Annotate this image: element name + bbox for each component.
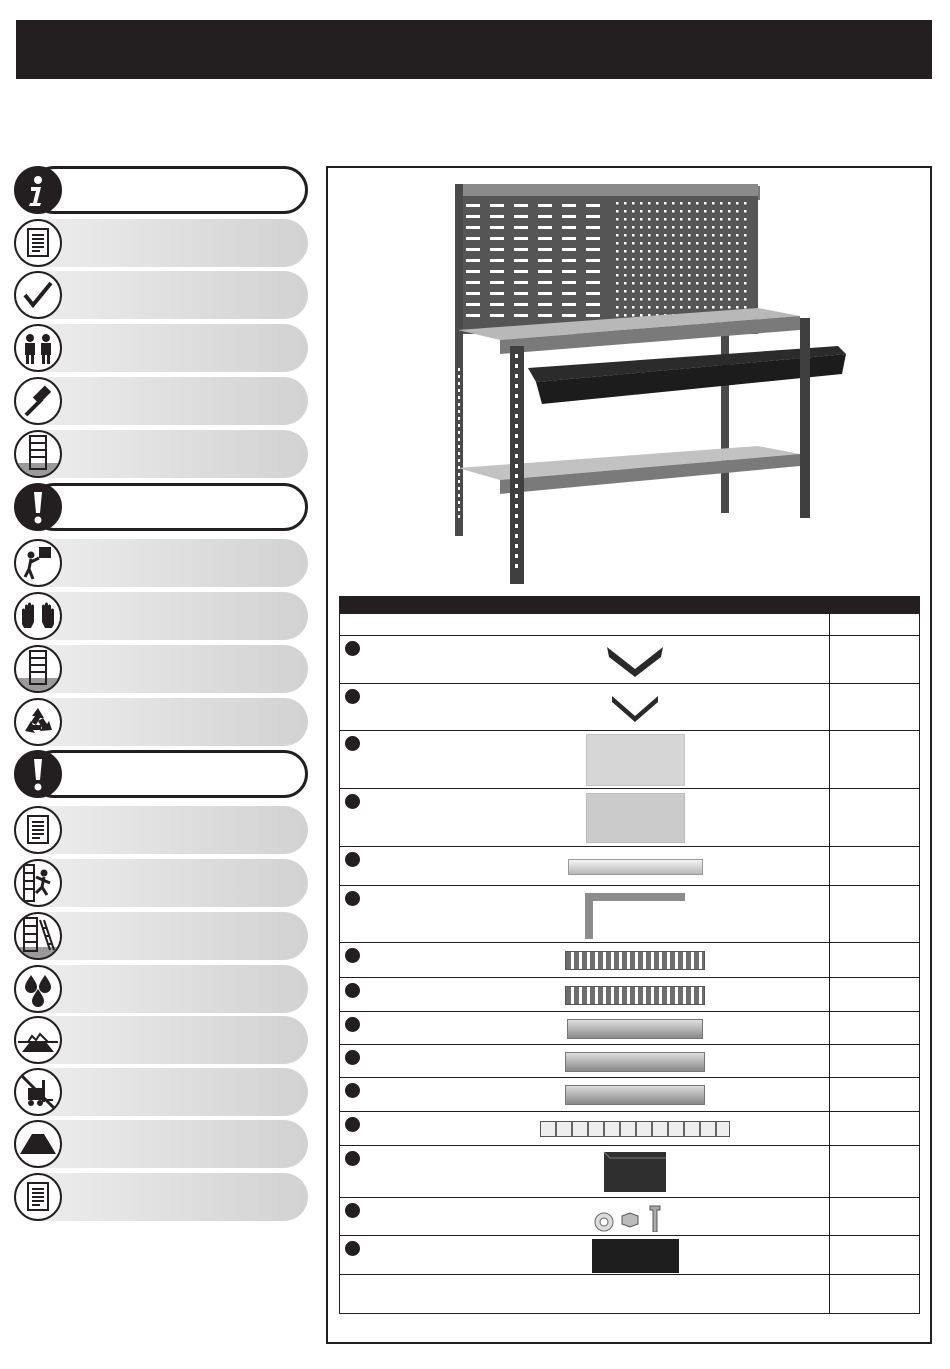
part-image-upright-short [565,951,705,970]
sidebar-item-two-people [14,324,308,372]
part-image-drawer-slide [565,1085,705,1105]
parts-table-row [339,614,920,636]
sidebar-item-document-2 [14,806,308,854]
ladder-shelving-icon [14,912,62,960]
warning-icon [14,483,62,531]
sidebar-item-gloves [14,592,308,640]
shelving-unit-icon [14,645,62,693]
sidebar-item-no-climbing [14,859,308,907]
part-image-chipboard-shelf-small [586,734,685,786]
sidebar-item-water [14,965,308,1013]
parts-table-row [339,978,920,1012]
water-drops-icon [14,965,62,1013]
parts-table-row [339,1045,920,1078]
document-icon [14,219,62,267]
quantity-column-divider [829,614,830,1314]
part-number-bullet [345,641,360,656]
warning-icon [14,750,62,798]
part-image-channel-beam [592,1239,679,1273]
part-number-bullet [345,1241,360,1256]
part-number-bullet [345,1203,360,1218]
sidebar-item-recycle [14,698,308,746]
sidebar-item-no-forklift [14,1068,308,1116]
sidebar-section-warning [14,483,308,531]
lifting-person-icon [14,539,62,587]
parts-table-row [339,1112,920,1146]
sidebar-item-document-3 [14,1173,308,1221]
parts-table-row [339,1078,920,1112]
part-image-shelf-top-beam [586,793,685,843]
part-number-bullet [345,736,360,751]
document-icon [14,806,62,854]
no-forklift-icon [14,1068,62,1116]
gloves-icon [14,592,62,640]
sidebar-item-check [14,271,308,319]
parts-table-row [339,731,920,789]
part-number-bullet [345,689,360,704]
parts-table-header [339,596,920,614]
sidebar-section-info [14,166,308,214]
two-people-icon [14,324,62,372]
part-number-bullet [345,1117,360,1132]
sidebar-item-shelving-2 [14,645,308,693]
part-image-chipboard-shelf-large [610,692,660,729]
uneven-floor-icon [14,1016,62,1064]
parts-table [339,614,920,1314]
workbench-photo [438,178,858,590]
part-number-bullet [345,1151,360,1166]
parts-table-row [339,1236,920,1275]
part-image-beam-short [565,1052,705,1072]
part-image-drawer [540,1121,730,1137]
part-image-beam-medium [567,1019,703,1039]
part-number-bullet [345,1050,360,1065]
part-number-bullet [345,794,360,809]
parts-table-row [339,943,920,978]
sidebar-item-shelving [14,430,308,478]
parts-table-row [339,886,920,943]
parts-table-row [339,684,920,731]
sidebar-item-lifting [14,539,308,587]
header-bar [16,20,932,79]
document-icon [14,1173,62,1221]
part-number-bullet [345,948,360,963]
parts-table-row [339,1198,920,1236]
part-image-foot-bracket [605,643,665,682]
sidebar-item-floor-load [14,1120,308,1168]
parts-table-row [339,847,920,886]
parts-table-row [339,636,920,684]
info-icon [14,166,62,214]
hammer-icon [14,377,62,425]
part-number-bullet [345,891,360,906]
part-number-bullet [345,1017,360,1032]
sidebar-item-uneven-floor [14,1016,308,1064]
sidebar-item-hammer [14,377,308,425]
parts-table-row [339,1146,920,1198]
shelving-unit-icon [14,430,62,478]
parts-table-row [339,1012,920,1045]
no-climbing-icon [14,859,62,907]
parts-table-row [339,789,920,847]
part-number-bullet [345,983,360,998]
part-number-bullet [345,852,360,867]
check-icon [14,271,62,319]
sidebar-section-warning-2 [14,750,308,798]
part-image-beam-long [565,986,705,1005]
recycle-icon [14,698,62,746]
sidebar-item-ladder-shelving [14,912,308,960]
part-image-upright-long [583,891,687,944]
part-image-bolts-nuts [602,1150,668,1199]
floor-load-icon [14,1120,62,1168]
part-image-l-support-bracket [568,859,703,875]
sidebar-item-document [14,219,308,267]
part-number-bullet [345,1083,360,1098]
part-image-pegboard-panel [592,1202,678,1237]
